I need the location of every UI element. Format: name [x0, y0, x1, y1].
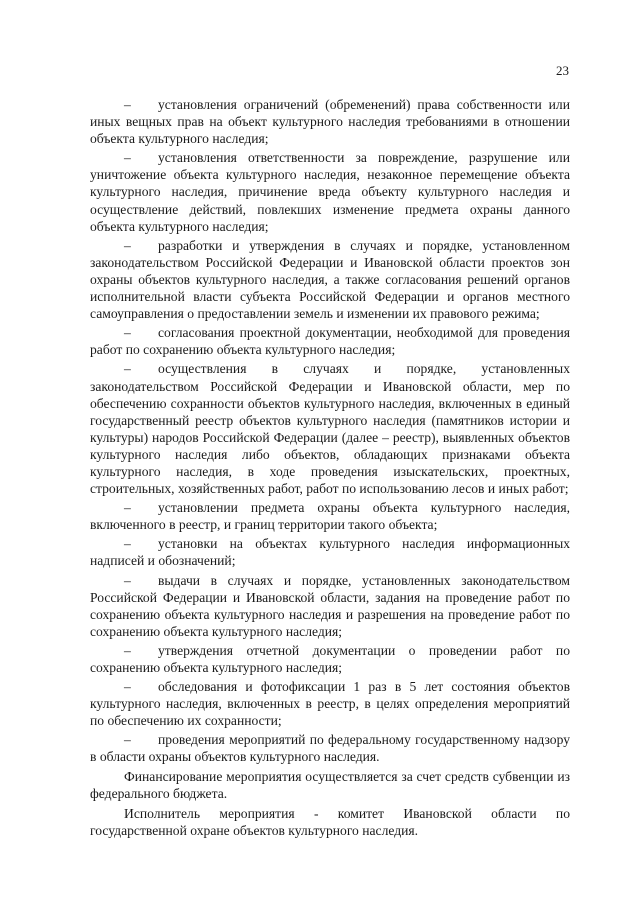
- list-dash: –: [124, 642, 131, 658]
- list-item-text: установлении предмета охраны объекта культурного наследия, включенного в реестр, и границ территории такого объекта;: [90, 500, 570, 533]
- document-body: [90, 96, 570, 842]
- page-number: 23: [556, 63, 569, 78]
- list-item: [90, 149, 570, 234]
- list-item: [90, 731, 570, 765]
- list-item: [90, 678, 570, 729]
- list-item-text: разработки и утверждения в случаях и порядке, установленном законодательством Российской Федерации и Ивановской области проектов зон охраны объектов культурного наследия, а также согласования решений органов исполнительной власти субъекта Российской Федерации и органов местного самоуправления о предоставлении земель и изменении их правового режима;: [90, 237, 570, 322]
- list-item: [90, 642, 570, 676]
- list-item-text: установления ограничений (обременений) права собственности или иных вещных прав на объект культурного наследия требованиями в отношении объекта культурного наследия;: [90, 97, 570, 147]
- list-item-text: обследования и фотофиксации 1 раз в 5 лет состояния объектов культурного наследия, включенных в реестр, в целях определения мероприятий по обеспечению их сохранности;: [90, 679, 570, 729]
- list-dash: –: [124, 97, 131, 112]
- list-dash: –: [124, 150, 131, 166]
- list-dash: –: [124, 536, 131, 552]
- list-item: [90, 499, 570, 533]
- list-dash: –: [124, 500, 131, 516]
- list-dash: –: [124, 361, 131, 377]
- executor-paragraph: Исполнитель мероприятия - комитет Ивановской области по государственной охране объектов культурного наследия.: [90, 805, 570, 838]
- list-item-text: установления ответственности за повреждение, разрушение или уничтожение объекта культурного наследия, незаконное перемещение объекта культурного наследия, причинение вреда объекту культурного наследия и осуществление действий, повлекших изменение предмета охраны данного объекта культурного наследия;: [90, 150, 570, 234]
- list-item-text: выдачи в случаях и порядке, установленных законодательством Российской Федерации и Ивановской области, задания на проведение работ по сохранению объекта культурного наследия и разрешения на проведение работ по сохранению объекта культурного наследия;: [90, 572, 570, 639]
- financing-paragraph: Финансирование мероприятия осуществляется за счет средств субвенции из федерального бюджета.: [90, 768, 570, 801]
- list-dash: –: [124, 679, 131, 695]
- list-item: [90, 324, 570, 358]
- list-item-text: установки на объектах культурного наследия информационных надписей и обозначений;: [90, 536, 570, 569]
- list-item-text: проведения мероприятий по федеральному государственному надзору в области охраны объектов культурного наследия.: [90, 732, 570, 765]
- list-item: [90, 96, 570, 147]
- list-dash: –: [124, 732, 131, 748]
- list-dash: –: [124, 237, 131, 253]
- list-item-text: согласования проектной документации, необходимой для проведения работ по сохранению объекта культурного наследия;: [90, 325, 570, 358]
- list-item: [90, 237, 570, 322]
- list-dash: –: [124, 572, 131, 588]
- list-item-text: утверждения отчетной документации о проведении работ по сохранению объекта культурного наследия;: [90, 642, 570, 675]
- list-item: [90, 572, 570, 640]
- list-dash: –: [124, 325, 131, 341]
- list-item: [90, 535, 570, 569]
- list-item: [90, 360, 570, 497]
- list-item-text: осуществления в случаях и порядке, установленных законодательством Российской Федерации и Ивановской области, мер по обеспечению сохранности объектов культурного наследия, включенных в единый государственный реестр объектов культурного наследия (памятников истории и культуры) народов Российской Федерации (далее – реестр), выявленных объектов культурного наследия либо объектов, обладающих признаками объекта культурного наследия, в ходе проведения изыскательских, проектных, строительных, хозяйственных работ, работ по использованию лесов и иных работ;: [90, 361, 570, 497]
